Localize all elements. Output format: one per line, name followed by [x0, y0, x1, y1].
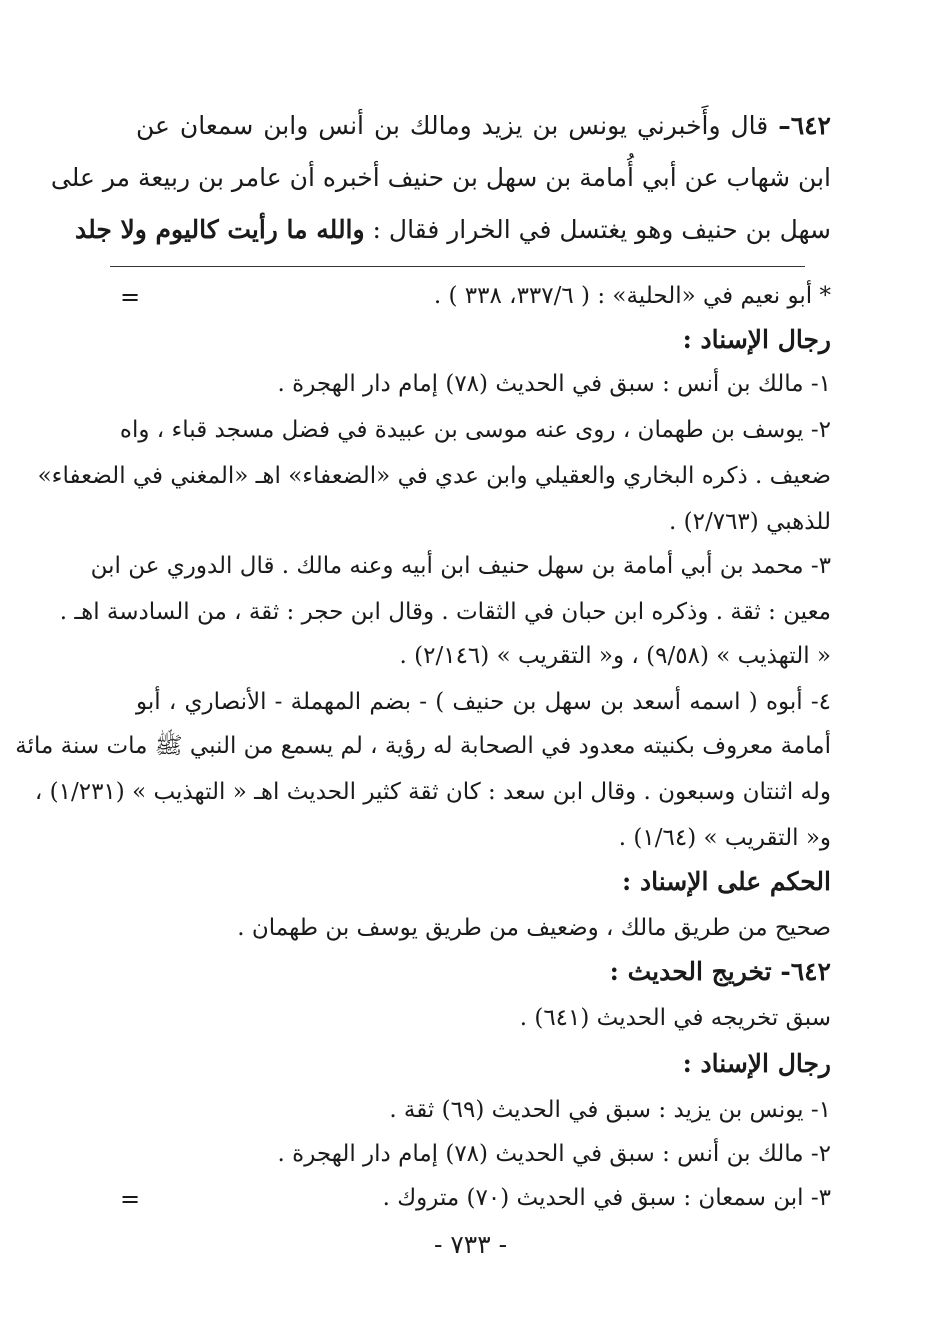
hadith-quote: والله ما رأيت كاليوم ولا جلد	[74, 215, 365, 244]
rijal2-item-1: ١- يونس بن يزيد : سبق في الحديث (٦٩) ثقة .	[389, 1097, 831, 1123]
page-number: - ٧٣٣ -	[433, 1230, 508, 1259]
hadith-number: ٦٤٢–	[778, 111, 831, 140]
footnote-source: * أبو نعيم في «الحلية» : ( ٣٣٧/٦، ٣٣٨ ) .	[433, 283, 831, 309]
takhrij-heading: ٦٤٢- تخريج الحديث :	[609, 957, 831, 986]
hukm-text: صحيح من طريق مالك ، وضعيف من طريق يوسف بن طهمان .	[237, 915, 831, 941]
takhrij-text: سبق تخريجه في الحديث (٦٤١) .	[519, 1005, 831, 1031]
hukm-heading: الحكم على الإسناد :	[622, 867, 831, 896]
hadith-line-3-text: سهل بن حنيف وهو يغتسل في الخرار فقال :	[372, 215, 831, 244]
rijal-item-3-line-1: ٣- محمد بن أبي أمامة بن سهل حنيف ابن أبيه وعنه مالك . قال الدوري عن ابن	[90, 553, 831, 579]
rijal2-item-3: ٣- ابن سمعان : سبق في الحديث (٧٠) متروك .	[382, 1185, 831, 1211]
rijal2-heading: رجال الإسناد :	[682, 1049, 831, 1078]
rijal-item-4-line-2: أمامة معروف بكنيته معدود في الصحابة له رؤية ، لم يسمع من النبي ﷺ مات سنة مائة	[15, 733, 831, 759]
rijal-item-4-line-3: وله اثنتان وسبعون . وقال ابن سعد : كان ثقة كثير الحديث اهـ « التهذيب » (١/٢٣١) ،	[34, 779, 831, 805]
rijal-item-2-line-1: ٢- يوسف بن طهمان ، روى عنه موسى بن عبيدة في فضل مسجد قباء ، واه	[119, 417, 831, 443]
footnote-separator	[110, 266, 805, 267]
hadith-line-2: ابن شهاب عن أبي أُمامة بن سهل بن حنيف أخبره أن عامر بن ربيعة مر على	[50, 163, 831, 192]
hadith-line-1-text: قال وأَخبرني يونس بن يزيد ومالك بن أنس وابن سمعان عن	[136, 111, 769, 140]
rijal-item-3-line-3: « التهذيب » (٩/٥٨) ، و« التقريب » (٢/١٤٦) .	[399, 643, 831, 669]
rijal2-item-2: ٢- مالك بن أنس : سبق في الحديث (٧٨) إمام دار الهجرة .	[277, 1141, 831, 1167]
continuation-mark-bottom: =	[120, 1185, 141, 1213]
rijal-item-4-line-1: ٤- أبوه ( اسمه أسعد بن سهل بن حنيف ) - بضم المهملة - الأنصاري ، أبو	[136, 689, 831, 715]
hadith-line-1	[136, 106, 831, 148]
rijal-item-3-line-2: معين : ثقة . وذكره ابن حبان في الثقات . وقال ابن حجر : ثقة ، من السادسة اهـ .	[59, 599, 831, 625]
rijal-item-2-line-3: للذهبي (٢/٧٦٣) .	[669, 509, 831, 535]
rijal-item-4-line-4: و« التقريب » (١/٦٤) .	[618, 825, 831, 851]
rijal-item-1: ١- مالك بن أنس : سبق في الحديث (٧٨) إمام دار الهجرة .	[277, 371, 831, 397]
hadith-line-3	[74, 210, 831, 252]
rijal-item-2-line-2: ضعيف . ذكره البخاري والعقيلي وابن عدي في «الضعفاء» اهـ «المغني في الضعفاء»	[37, 463, 831, 489]
continuation-mark-top: =	[120, 283, 141, 311]
rijal-heading: رجال الإسناد :	[682, 325, 831, 354]
